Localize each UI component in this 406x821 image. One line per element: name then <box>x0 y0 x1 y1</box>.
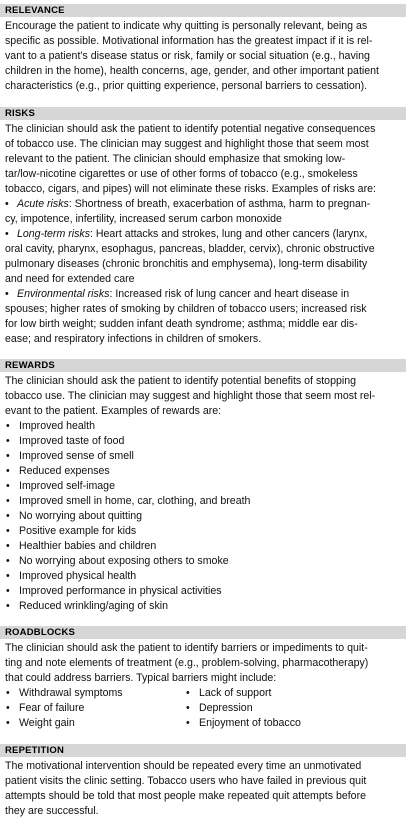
repetition-body <box>0 757 406 819</box>
text-line: The clinician should ask the patient to identify potential negative consequences <box>5 123 376 135</box>
text-line: The clinician should ask the patient to identify potential benefits of stopping <box>5 375 356 387</box>
list-item: • No worrying about exposing others to smoke <box>5 554 402 569</box>
risks-header: RISKS <box>0 107 406 120</box>
list-item: • Reduced expenses <box>5 464 402 479</box>
text-line: spouses; higher rates of smoking by children of tobacco users; increased risk <box>5 303 367 315</box>
text-line: children in the home), health concerns, age, gender, and other important patient <box>5 65 379 77</box>
text-line: : Heart attacks and strokes, lung and other cancers (larynx, <box>90 228 368 240</box>
text-line: The motivational intervention should be repeated every time an unmotivated <box>5 760 362 772</box>
list-item: • Positive example for kids <box>5 524 402 539</box>
text-line: and need for extended care <box>5 273 135 285</box>
list-item: • Healthier babies and children <box>5 539 402 554</box>
text-line: tar/low-nicotine cigarettes or use of other forms of tobacco (e.g., smokeless <box>5 168 358 180</box>
list-item: • Improved taste of food <box>5 434 402 449</box>
text-line: : Increased risk of lung cancer and heart disease in <box>109 288 350 300</box>
risk-label: Environmental risks <box>17 288 110 300</box>
text-line: tobacco use. The clinician may suggest and highlight those that seem most rel- <box>5 390 376 402</box>
risks-section <box>0 107 406 347</box>
text-line: ease; and respiratory infections in children of smokers. <box>5 333 262 345</box>
text-line: vant to a patient’s disease status or risk, family or social situation (e.g., having <box>5 50 370 62</box>
list-item: • Improved smell in home, car, clothing, and breath <box>5 494 402 509</box>
text-line: specific as possible. Motivational information has the greatest impact if it is rel- <box>5 35 373 47</box>
roadblocks-header: ROADBLOCKS <box>0 626 406 639</box>
text-line: patient visits the clinic setting. Tobacco users who have failed in previous quit <box>5 775 367 787</box>
roadblocks-section <box>0 626 406 731</box>
list-item: • Depression <box>185 701 385 716</box>
relevance-section <box>0 4 406 94</box>
text-line: pulmonary diseases (chronic bronchitis and emphysema), long-term disability <box>5 258 368 270</box>
list-item: • Improved performance in physical activities <box>5 584 402 599</box>
roadblocks-body <box>0 639 406 731</box>
barriers-list-right <box>185 686 385 731</box>
list-item: • Lack of support <box>185 686 385 701</box>
list-item: • Fear of failure <box>5 701 185 716</box>
list-item: • Withdrawal symptoms <box>5 686 185 701</box>
risks-body <box>0 120 406 347</box>
text-line: of tobacco use. The clinician may suggest and highlight those that seem most <box>5 138 369 150</box>
list-item: • Reduced wrinkling/aging of skin <box>5 599 402 614</box>
list-item: • Weight gain <box>5 716 185 731</box>
text-line: The clinician should ask the patient to identify barriers or impediments to quit- <box>5 642 368 654</box>
text-line: evant to the patient. Examples of rewards are: <box>5 405 222 417</box>
text-line: relevant to the patient. The clinician should emphasize that smoking low- <box>5 153 346 165</box>
text-line: attempts should be told that most people make repeated quit attempts before <box>5 790 366 802</box>
text-line: oral cavity, pharynx, esophagus, pancreas, bladder, cervix), chronic obstructive <box>5 243 375 255</box>
risk-label: Acute risks <box>17 198 69 210</box>
list-item: • No worrying about quitting <box>5 509 402 524</box>
list-item: • Improved self-image <box>5 479 402 494</box>
text-line: they are successful. <box>5 805 99 817</box>
text-line: that could address barriers. Typical barriers might include: <box>5 672 277 684</box>
rewards-body <box>0 372 406 614</box>
list-item: • Enjoyment of tobacco <box>185 716 385 731</box>
list-item: • Improved physical health <box>5 569 402 584</box>
text-line: ting and note elements of treatment (e.g., problem-solving, pharmacotherapy) <box>5 657 369 669</box>
text-line: Encourage the patient to indicate why quitting is personally relevant, being as <box>5 20 368 32</box>
list-item: • Improved sense of smell <box>5 449 402 464</box>
risk-item-long-term: • Long-term risks: Heart attacks and strokes, lung and other cancers (larynx, oral cavity, pharynx, esophagus, pancreas, bladder, cervix), chronic obstructive pulmonary diseases (chronic bronchitis and emphysema), long-term disability and need for extended care <box>5 227 402 287</box>
text-line: for low birth weight; sudden infant death syndrome; asthma; middle ear dis- <box>5 318 358 330</box>
relevance-header: RELEVANCE <box>0 4 406 17</box>
risk-item-acute: • Acute risks: Shortness of breath, exacerbation of asthma, harm to pregnan- cy, impotence, infertility, increased serum carbon monoxide <box>5 197 402 227</box>
repetition-section <box>0 744 406 819</box>
list-item: • Improved health <box>5 419 402 434</box>
text-line: : Shortness of breath, exacerbation of asthma, harm to pregnan- <box>68 198 371 210</box>
text-line: characteristics (e.g., prior quitting experience, personal barriers to cessation). <box>5 80 368 92</box>
barriers-columns <box>5 686 402 731</box>
relevance-body <box>0 17 406 94</box>
rewards-section <box>0 359 406 614</box>
risk-label: Long-term risks <box>17 228 90 240</box>
barriers-list-left <box>5 686 185 731</box>
text-line: cy, impotence, infertility, increased serum carbon monoxide <box>5 213 282 225</box>
rewards-list <box>5 419 402 614</box>
rewards-header: REWARDS <box>0 359 406 372</box>
risk-item-environmental: • Environmental risks: Increased risk of lung cancer and heart disease in spouses; higher rates of smoking by children of tobacco users; increased risk for low birth weight; sudden infant death syndrome; asthma; middle ear dis- ease; and respiratory infections in children of smokers. <box>5 287 402 347</box>
repetition-header: REPETITION <box>0 744 406 757</box>
text-line: tobacco, cigars, and pipes) will not eliminate these risks. Examples of risks are: <box>5 183 376 195</box>
